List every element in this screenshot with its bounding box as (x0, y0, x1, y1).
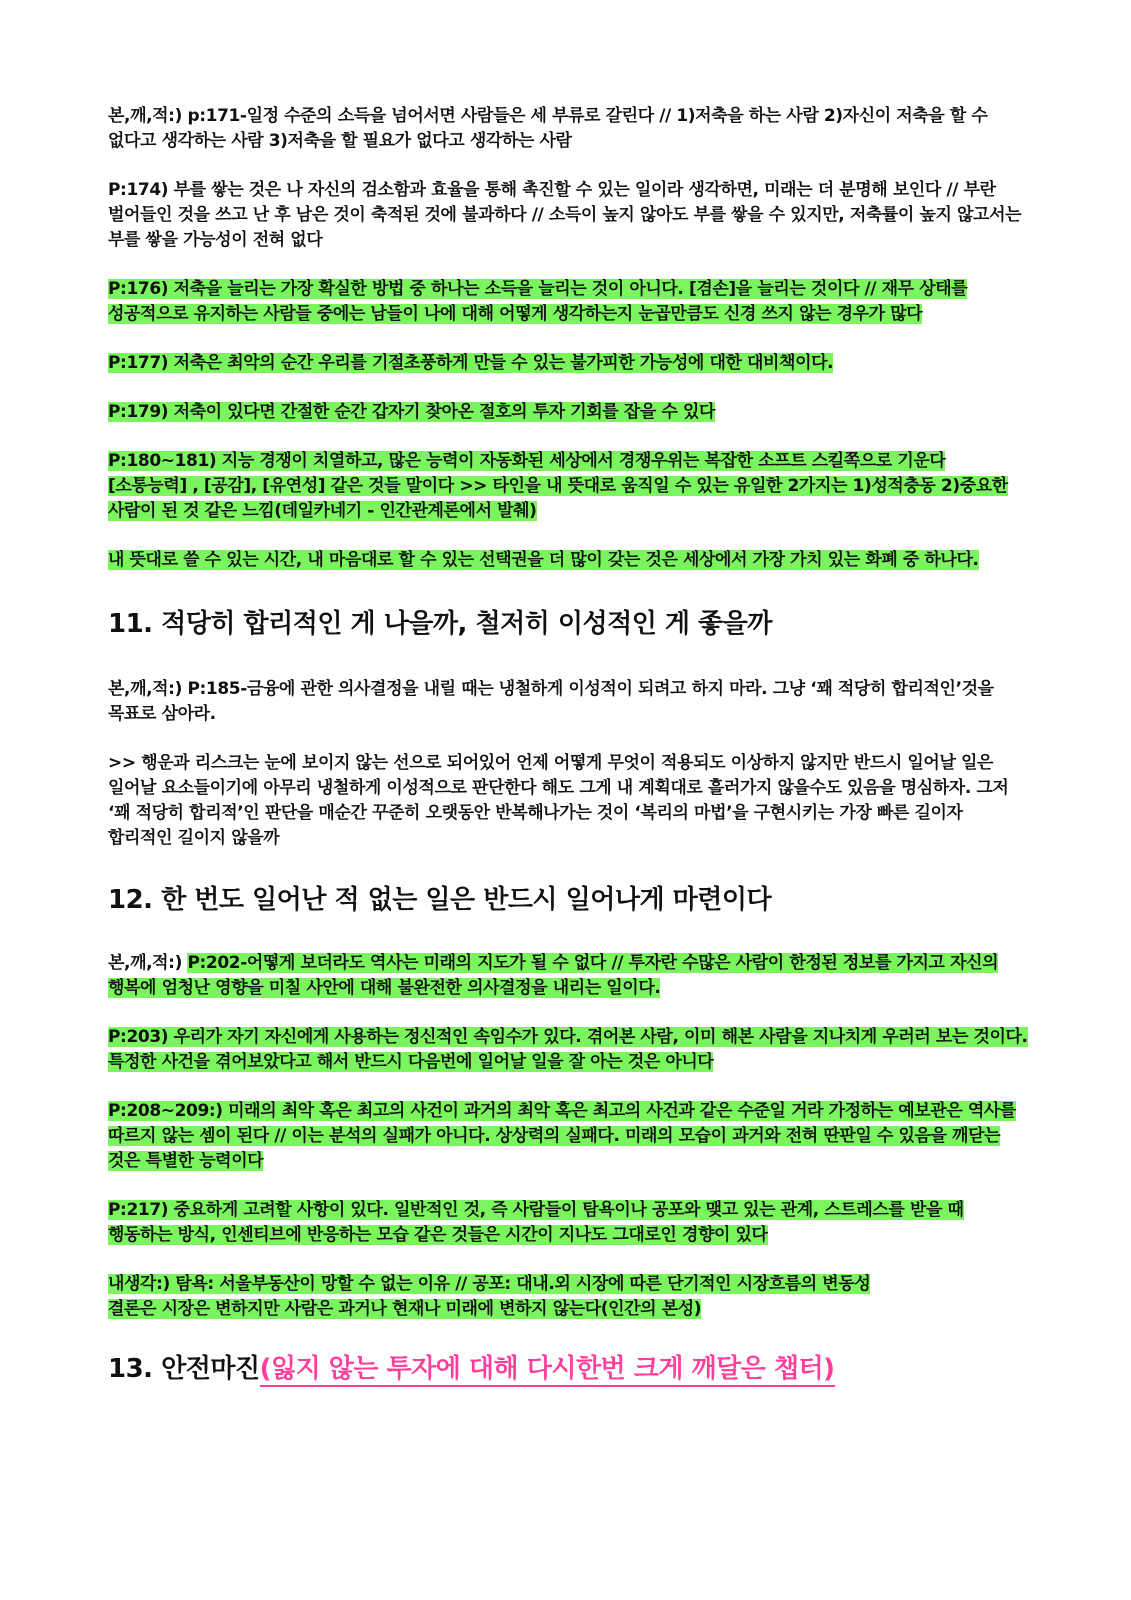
highlight-p176: P:176) 저축을 늘리는 가장 확실한 방법 중 하나는 소득을 늘리는 것이 아니다. [겸손]을 늘리는 것이다 // 재무 상태를 성공적으로 유지하는 사람들 중에는 남들이 나에 대해 어떻게 생각하는지 눈곱만큼도 신경 쓰지 않는 경우가 많다 (108, 279, 968, 324)
highlight-my-thoughts-line2: 결론은 시장은 변하지만 사람은 과거나 현재나 미래에 변하지 않는다(인간의 본성) (108, 1299, 702, 1319)
highlight-time-currency: 내 뜻대로 쓸 수 있는 시간, 내 마음대로 할 수 있는 선택권을 더 많이 갖는 것은 세상에서 가장 가치 있는 화폐 중 하나다. (108, 550, 979, 570)
highlight-p203: P:203) 우리가 자기 자신에게 사용하는 정신적인 속임수가 있다. 겪어본 사람, 이미 해본 사람을 지나치게 우러러 보는 것이다. 특정한 사건을 겪어보았다고 해서 반드시 다음번에 일어날 일을 잘 아는 것은 아니다 (108, 1027, 1028, 1072)
highlight-p177: P:177) 저축은 최악의 순간 우리를 기절초풍하게 만들 수 있는 불가피한 가능성에 대한 대비책이다. (108, 353, 834, 373)
note-p177 (108, 351, 1028, 376)
section-12-heading: 12. 한 번도 일어난 적 없는 일은 반드시 일어나게 마련이다 (108, 885, 772, 915)
highlight-p202: P:202-어떻게 보더라도 역사는 미래의 지도가 될 수 없다 // 투자란 수많은 사람이 한정된 정보를 가지고 자신의 행복에 엄청난 영향을 미칠 사안에 대해 불완전한 의사결정을 내리는 일이다. (108, 953, 999, 998)
note-p176 (108, 277, 1028, 327)
note-p179 (108, 400, 1028, 425)
section-11-heading: 11. 적당히 합리적인 게 나을까, 철저히 이성적인 게 좋을까 (108, 609, 772, 639)
document-page (108, 104, 1028, 1386)
note-p202 (108, 951, 1028, 1001)
highlight-p217: P:217) 중요하게 고려할 사항이 있다. 일반적인 것, 즉 사람들이 탐욕이나 공포와 맺고 있는 관계, 스트레스를 받을 때 행동하는 방식, 인센티브에 반응하는 모습 같은 것들은 시간이 지나도 그대로인 경향이 있다 (108, 1200, 964, 1245)
note-p202-prefix: 본,깨,적:) (108, 953, 188, 973)
note-time-currency (108, 548, 1028, 573)
note-p185: 본,깨,적:) P:185-금융에 관한 의사결정을 내릴 때는 냉철하게 이성적이 되려고 하지 마라. 그냥 ‘꽤 적당히 합리적인’것을 목표로 삼아라. (108, 679, 994, 724)
note-p203 (108, 1025, 1028, 1075)
note-p174: P:174) 부를 쌓는 것은 나 자신의 검소함과 효율을 통해 촉진할 수 있는 일이라 생각하면, 미래는 더 분명해 보인다 // 부란 벌어들인 것을 쓰고 난 후 남은 것이 축적된 것에 불과하다 // 소득이 높지 않아도 부를 쌓을 수 있지만, 저축률이 높지 않고서는 부를 쌓을 가능성이 전혀 없다 (108, 180, 1022, 250)
note-p180-181 (108, 449, 1028, 524)
section-13-note: (잃지 않는 투자에 대해 다시한번 크게 깨달은 챕터) (260, 1354, 835, 1387)
note-my-thoughts (108, 1272, 1028, 1322)
note-reflection: >> 행운과 리스크는 눈에 보이지 않는 선으로 되어있어 언제 어떻게 무엇이 적용되도 이상하지 않지만 반드시 일어날 일은 일어날 요소들이기에 아무리 냉철하게 이성적으로 판단한다 해도 그게 내 계획대로 흘러가지 않을수도 있음을 명심하자. 그저 ‘꽤 적당히 합리적’인 판단을 매순간 꾸준히 오랫동안 반복해나가는 것이 ‘복리의 마법’을 구현시키는 가장 빠른 길이자 합리적인 길이지 않을까 (108, 753, 1009, 848)
note-p171: 본,깨,적:) p:171-일정 수준의 소득을 넘어서면 사람들은 세 부류로 갈린다 // 1)저축을 하는 사람 2)자신이 저축을 할 수 없다고 생각하는 사람 3)저축을 할 필요가 없다고 생각하는 사람 (108, 106, 988, 151)
section-13-heading (108, 1352, 1028, 1386)
note-p208-209 (108, 1099, 1028, 1174)
note-p217 (108, 1198, 1028, 1248)
section-13-title: 13. 안전마진 (108, 1354, 260, 1384)
highlight-p179: P:179) 저축이 있다면 간절한 순간 갑자기 찾아온 절호의 투자 기회를 잡을 수 있다 (108, 402, 715, 422)
highlight-my-thoughts-line1: 내생각:) 탐욕: 서울부동산이 망할 수 없는 이유 // 공포: 대내.외 시장에 따른 단기적인 시장흐름의 변동성 (108, 1274, 871, 1294)
highlight-p208-209: P:208~209:) 미래의 최악 혹은 최고의 사건이 과거의 최악 혹은 최고의 사건과 같은 수준일 거라 가정하는 예보관은 역사를 따르지 않는 셈이 된다 // 이는 분석의 실패가 아니다. 상상력의 실패다. 미래의 모습이 과거와 전혀 딴판일 수 있음을 깨닫는 것은 특별한 능력이다 (108, 1101, 1016, 1171)
highlight-p180-181: P:180~181) 지능 경쟁이 치열하고, 많은 능력이 자동화된 세상에서 경쟁우위는 복잡한 소프트 스킬쪽으로 기운다 [소통능력] , [공감], [유연성] 같은 것들 말이다 >> 타인을 내 뜻대로 움직일 수 있는 유일한 2가지는 1)성적충동 2)중요한 사람이 된 것 같은 느낌(데일카네기 - 인간관계론에서 발췌) (108, 451, 1008, 521)
